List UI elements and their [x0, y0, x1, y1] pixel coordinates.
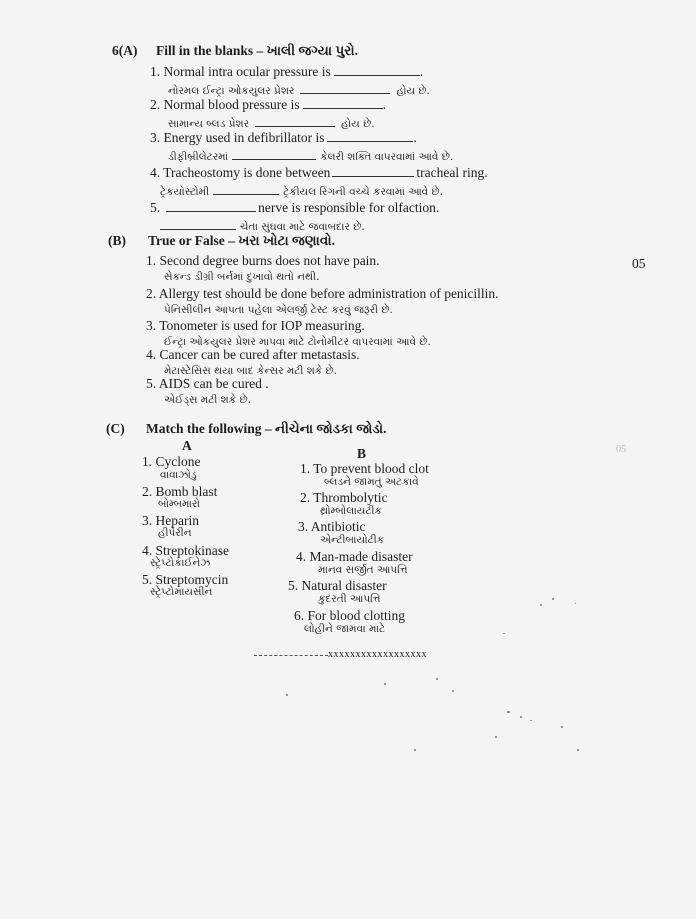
match-b-item-3: 3. Antibiotic: [298, 519, 366, 534]
tf-item-5: 5. AIDS can be cured .: [146, 376, 269, 391]
match-a-item-3-gujarati: હીપેરીન: [158, 527, 192, 539]
tf-item-3-gujarati: ઈન્ટ્રા ઓકયુલર પ્રેશર માપવા માટે ટોનોમીટર વાપરવામાં આવે છે.: [164, 336, 431, 348]
tf-item-4: 4. Cancer can be cured after metastasis.: [146, 347, 360, 362]
q2-blank: [303, 98, 383, 109]
section-c-marks: 05: [616, 444, 626, 455]
q4-blank: [332, 166, 414, 177]
match-b-item-5-gujarati: કુદરતી આપત્તિ: [318, 593, 381, 605]
match-b-item-6: 6. For blood clotting: [294, 608, 405, 623]
match-a-item-2: 2. Bomb blast: [142, 484, 218, 499]
match-a-item-5: 5. Streptomycin: [142, 572, 229, 587]
match-b-item-1: 1. To prevent blood clot: [300, 461, 429, 476]
match-a-item-4-gujarati: સ્ટ્રેપ્ટોકાઈનેઝ: [150, 557, 211, 569]
q2-gu-blank: [255, 116, 335, 127]
match-b-item-4-gujarati: માનવ સર્જીત આપત્તિ: [318, 564, 408, 576]
match-a-item-3: 3. Heparin: [142, 513, 199, 528]
section-c-label: (C): [106, 421, 125, 436]
q1-gujarati: નોરમલ ઈન્ટ્રા ઓકયુલર પ્રેશર હોય છે.: [168, 85, 430, 97]
q5-gujarati: ચેતા સુંઘવા માટે જવાબદાર છે.: [160, 219, 365, 233]
tf-item-4-gujarati: મેટાસ્ટેસિસ થયા બાદ કેન્સર મટી શકે છે.: [164, 365, 338, 377]
match-b-item-2-gujarati: થ્રોમ્બોલાયટીક: [320, 505, 382, 517]
tf-item-2: 2. Allergy test should be done before administration of penicillin.: [146, 286, 499, 301]
section-b-label: (B): [108, 233, 126, 248]
match-b-item-1-gujarati: બ્લડને જામતું અટકાવે: [324, 476, 419, 488]
q2-gujarati: સામાન્ય બ્લડ પ્રેશર હોય છે.: [168, 118, 375, 130]
match-a-item-4: 4. Streptokinase: [142, 543, 229, 558]
q3-gu-blank: [232, 149, 316, 160]
tf-item-2-gujarati: પેનિસીલીન આપતા પહેલા એલર્જી ટેસ્ટ કરવું જરૂરી છે.: [164, 304, 393, 316]
end-of-paper-mark: xxxxxxxxxxxxxxxxxx: [328, 649, 427, 660]
q1-gu-blank: [300, 83, 390, 94]
end-divider-line: [254, 655, 328, 656]
match-a-item-1: 1. Cyclone: [142, 454, 201, 469]
q4-text: 4. Tracheostomy is done between tracheal ring.: [150, 165, 488, 180]
q4-gu-blank: [213, 184, 279, 195]
tf-item-3: 3. Tonometer is used for IOP measuring.: [146, 318, 365, 333]
q3-gujarati: ડીફીબ્રીલેટરમાં કેલરી શક્તિ વાપરવામાં આવે છે.: [168, 151, 454, 163]
q5-gu-blank: [160, 219, 236, 230]
section-a-label: 6(A): [112, 43, 138, 58]
column-b-header: B: [357, 446, 367, 461]
match-a-item-1-gujarati: વાવાઝોડું: [160, 469, 197, 481]
section-c-title: Match the following – નીચેના જોડકા જોડો.: [146, 421, 387, 436]
match-b-item-2: 2. Thrombolytic: [300, 490, 388, 505]
section-b-title: True or False – ખરા ખોટા જણાવો.: [148, 233, 336, 248]
tf-item-1-gujarati: સેકન્ડ ડીગ્રી બર્નમાં દુખાવો થતો નથી.: [164, 271, 320, 283]
tf-item-5-gujarati: એઈડ્સ મટી શકે છે.: [164, 394, 251, 406]
section-b-marks: 05: [632, 256, 646, 271]
column-a-header: A: [182, 438, 192, 453]
q5-text: 5. nerve is responsible for olfaction.: [150, 200, 440, 215]
match-a-item-5-gujarati: સ્ટ્રેપ્ટોમાયસીન: [150, 586, 213, 598]
q3-text: 3. Energy used in defibrillator is .: [150, 130, 417, 145]
match-b-item-3-gujarati: એન્ટીબાયોટીક: [320, 534, 385, 546]
q1-blank: [334, 65, 420, 76]
q5-blank: [166, 201, 256, 212]
q4-gujarati: ટ્રેકયોસ્ટોમી ટ્રેકીયલ રિંગની વચ્ચે કરવામાં આવે છે.: [160, 186, 444, 198]
q1-text: 1. Normal intra ocular pressure is .: [150, 64, 424, 79]
match-b-item-6-gujarati: લોહીને જામવા માટે: [304, 623, 386, 635]
section-a-title: Fill in the blanks – ખાલી જગ્યા પુરો.: [156, 43, 358, 58]
q3-blank: [327, 131, 413, 142]
tf-item-1: 1. Second degree burns does not have pain.: [146, 253, 380, 268]
q2-text: 2. Normal blood pressure is .: [150, 97, 386, 112]
match-b-item-5: 5. Natural disaster: [288, 578, 387, 593]
match-a-item-2-gujarati: બોમ્બમારો: [158, 498, 201, 510]
match-b-item-4: 4. Man-made disaster: [296, 549, 413, 564]
